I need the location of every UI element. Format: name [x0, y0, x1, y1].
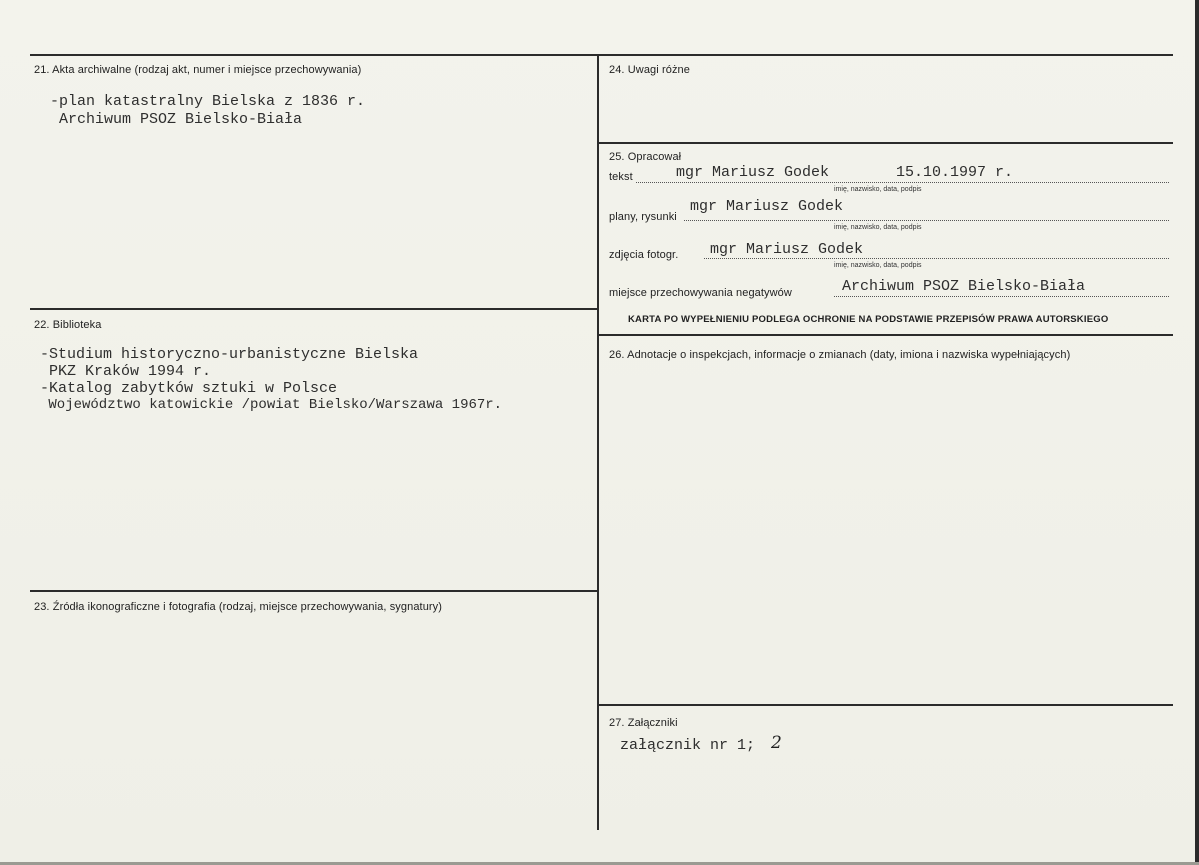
right-rule-24-25 — [599, 142, 1173, 144]
zdjecia-value: mgr Mariusz Godek — [710, 241, 864, 258]
copyright-notice: KARTA PO WYPEŁNIENIU PODLEGA OCHRONIE NA PODSTAWIE PRZEPISÓW PRAWA AUTORSKIEGO — [628, 314, 1109, 325]
plany-label: plany, rysunki — [609, 211, 677, 223]
section-21-label: 21. Akta archiwalne (rodzaj akt, numer i miejsce przechowywania) — [34, 64, 362, 76]
zdjecia-caption: imię, nazwisko, data, podpis — [834, 262, 922, 269]
section-22-line-1: -Studium historyczno-urbanistyczne Bielska — [40, 346, 419, 363]
section-21-line-2: Archiwum PSOZ Bielsko-Biała — [50, 111, 303, 128]
plany-value: mgr Mariusz Godek — [690, 198, 844, 215]
section-26-label: 26. Adnotacje o inspekcjach, informacje o zmianach (daty, imiona i nazwiska wypełniających) — [609, 349, 1071, 361]
tekst-value: mgr Mariusz Godek — [676, 164, 830, 181]
plany-dotline — [684, 220, 1169, 221]
section-24-label: 24. Uwagi różne — [609, 64, 690, 76]
left-rule-22-23 — [30, 590, 597, 592]
zdjecia-label: zdjęcia fotogr. — [609, 249, 679, 261]
section-22-label: 22. Biblioteka — [34, 319, 102, 331]
section-21-line-1: -plan katastralny Bielska z 1836 r. — [50, 93, 366, 110]
attachment-handwritten-number: 2 — [771, 733, 782, 753]
section-22-line-3: -Katalog zabytków sztuki w Polsce — [40, 380, 338, 397]
tekst-dotline — [636, 182, 1169, 183]
negatywy-value: Archiwum PSOZ Bielsko-Biała — [842, 278, 1086, 295]
tekst-caption: imię, nazwisko, data, podpis — [834, 186, 922, 193]
section-23-label: 23. Źródła ikonograficzne i fotografia (rodzaj, miejsce przechowywania, sygnatury) — [34, 601, 443, 613]
negatywy-dotline — [834, 296, 1169, 297]
section-25-label: 25. Opracował — [609, 151, 682, 163]
plany-caption: imię, nazwisko, data, podpis — [834, 224, 922, 231]
negatywy-label: miejsce przechowywania negatywów — [609, 287, 792, 299]
section-27-label: 27. Załączniki — [609, 717, 678, 729]
left-rule-21-22 — [30, 308, 597, 310]
right-rule-25-26 — [599, 334, 1173, 336]
top-rule — [30, 54, 1173, 56]
attachment-value: załącznik nr 1; — [620, 737, 756, 754]
scan-edge-right — [1195, 0, 1199, 865]
right-rule-26-27 — [599, 704, 1173, 706]
zdjecia-dotline — [704, 258, 1169, 259]
column-divider — [597, 54, 599, 830]
tekst-date: 15.10.1997 r. — [896, 164, 1014, 181]
section-22-line-2: PKZ Kraków 1994 r. — [40, 363, 212, 380]
section-22-line-4: Województwo katowickie /powiat Bielsko/Warszawa 1967r. — [40, 397, 503, 413]
tekst-label: tekst — [609, 171, 633, 183]
